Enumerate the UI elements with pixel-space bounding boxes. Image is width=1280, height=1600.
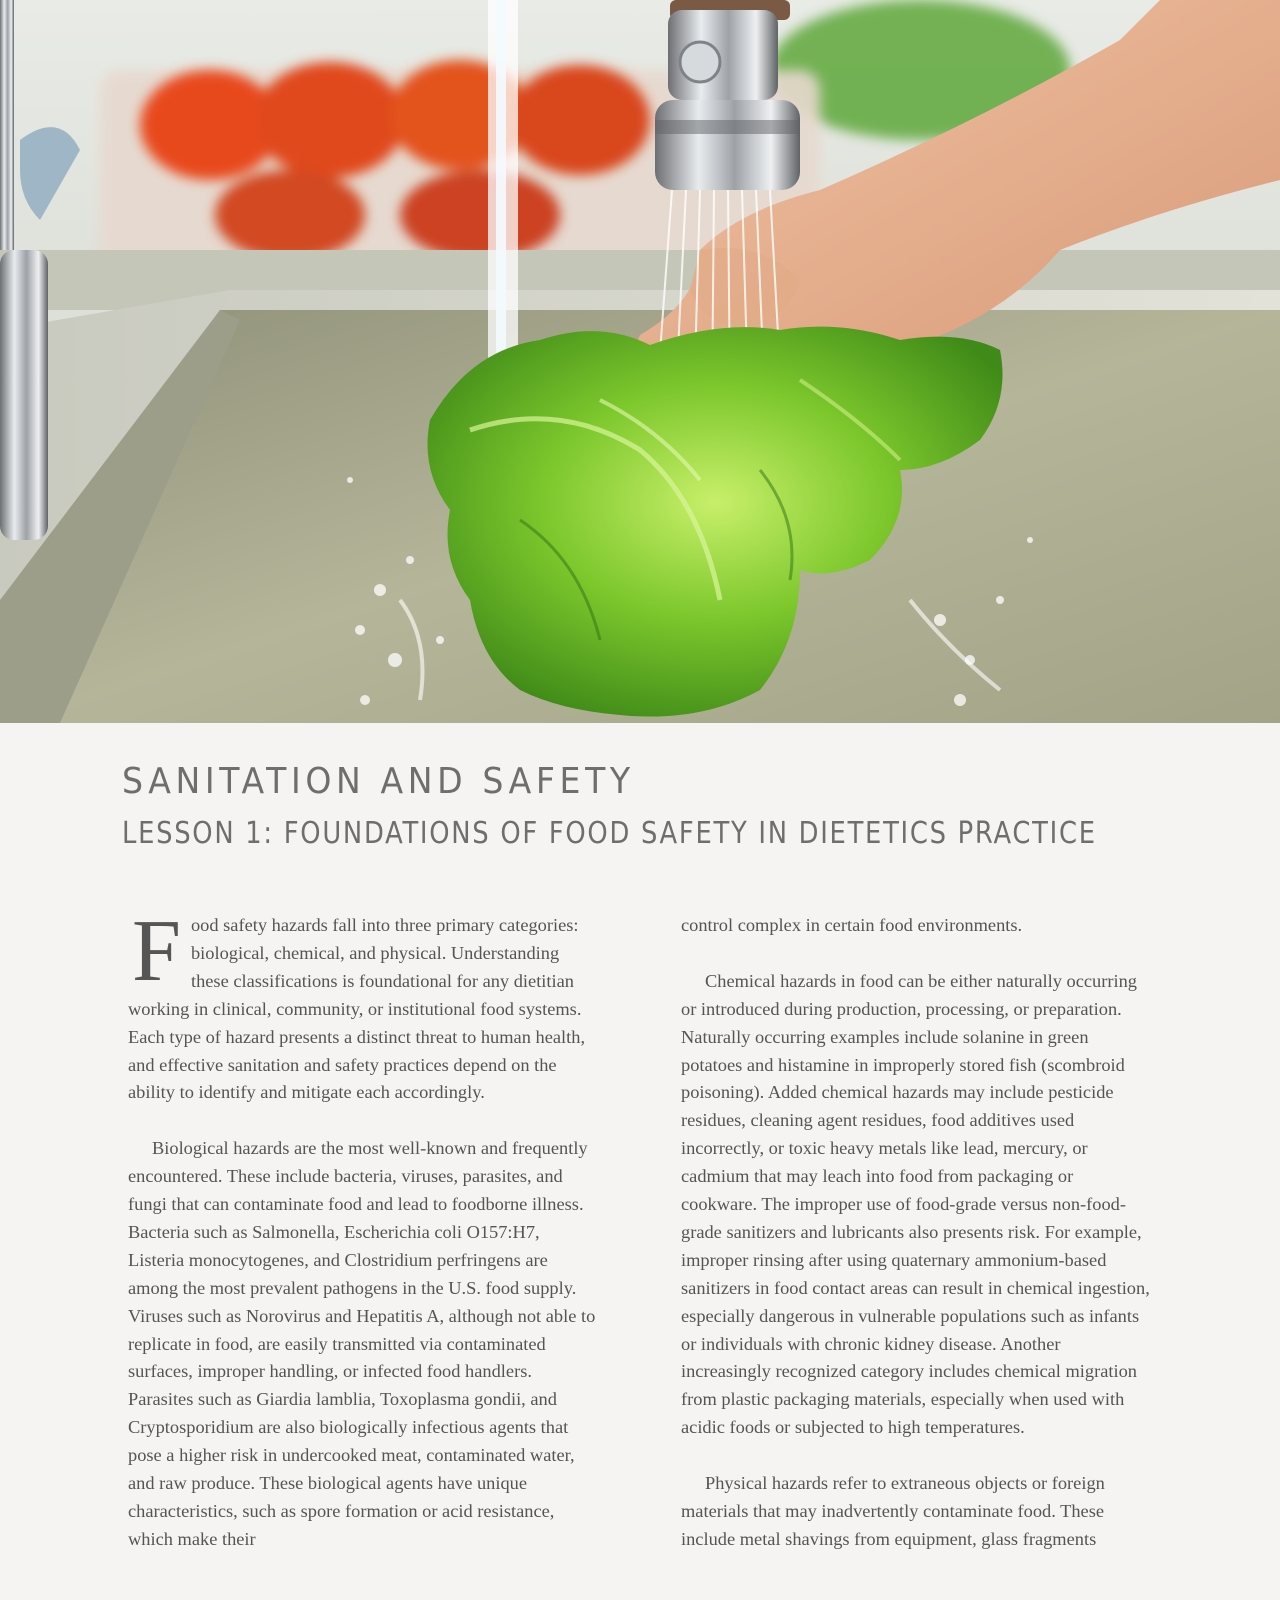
- lettuce-washing-illustration: [0, 0, 1280, 723]
- biological-hazards-paragraph: Biological hazards are the most well-known and frequently encountered. These include bacteria, viruses, parasites, and fungi that can contaminate food and lead to foodborne illness. Bacteria such as Salmonella, Escherichia coli O157:H7, Listeria monocytogenes, and Clostridium perfringens are among the most prevalent pathogens in the U.S. food supply. Viruses such as Norovirus and Hepatitis A, although not able to replicate in food, are easily transmitted via contaminated surfaces, improper handling, or infected food handlers. Parasites such as Giardia lamblia, Toxoplasma gondii, and Cryptosporidium are also biologically infectious agents that pose a higher risk in undercooked meat, contaminated water, and raw produce. These biological agents have unique characteristics, such as spore formation or acid resistance, which make their: [128, 1138, 596, 1549]
- left-column: [128, 912, 598, 1582]
- physical-hazards-paragraph: Physical hazards refer to extraneous objects or foreign materials that may inadvertently contaminate food. These include metal shavings from equipment, glass fragments: [681, 1473, 1105, 1549]
- intro-paragraph: [128, 912, 598, 1107]
- biological-hazards-continued: control complex in certain food environments.: [681, 915, 1023, 935]
- page-header: [122, 760, 1222, 852]
- chemical-hazards-paragraph: Chemical hazards in food can be either naturally occurring or introduced during production, processing, or preparation. Naturally occurring examples include solanine in green potatoes and histamine in improperly stored fish (scombroid poisoning). Added chemical hazards may include pesticide residues, cleaning agent residues, food additives used incorrectly, or toxic heavy metals like lead, mercury, or cadmium that may leach into food from packaging or cookware. The improper use of food-grade versus non-food-grade sanitizers and lubricants also presents risk. For example, improper rinsing after using quaternary ammonium-based sanitizers in food contact areas can result in chemical ingestion, especially dangerous in vulnerable populations such as infants or individuals with chronic kidney disease. Another increasingly recognized category includes chemical migration from plastic packaging materials, especially when used with acidic foods or subjected to high temperatures.: [681, 970, 1150, 1438]
- right-column: [681, 912, 1151, 1582]
- page-title: SANITATION AND SAFETY: [122, 761, 635, 802]
- drop-cap: F: [132, 912, 181, 1000]
- article-body: [128, 912, 1158, 1600]
- intro-text: ood safety hazards fall into three primary categories: biological, chemical, and physical. Understanding these classifications is foundational for any dietitian working in clinical, community, or institutional food systems. Each type of hazard presents a distinct threat to human health, and effective sanitation and safety practices depend on the ability to identify and mitigate each accordingly.: [128, 915, 586, 1103]
- hero-image: [0, 0, 1280, 723]
- lesson-subtitle: LESSON 1: FOUNDATIONS OF FOOD SAFETY IN DIETETICS PRACTICE: [122, 816, 1097, 851]
